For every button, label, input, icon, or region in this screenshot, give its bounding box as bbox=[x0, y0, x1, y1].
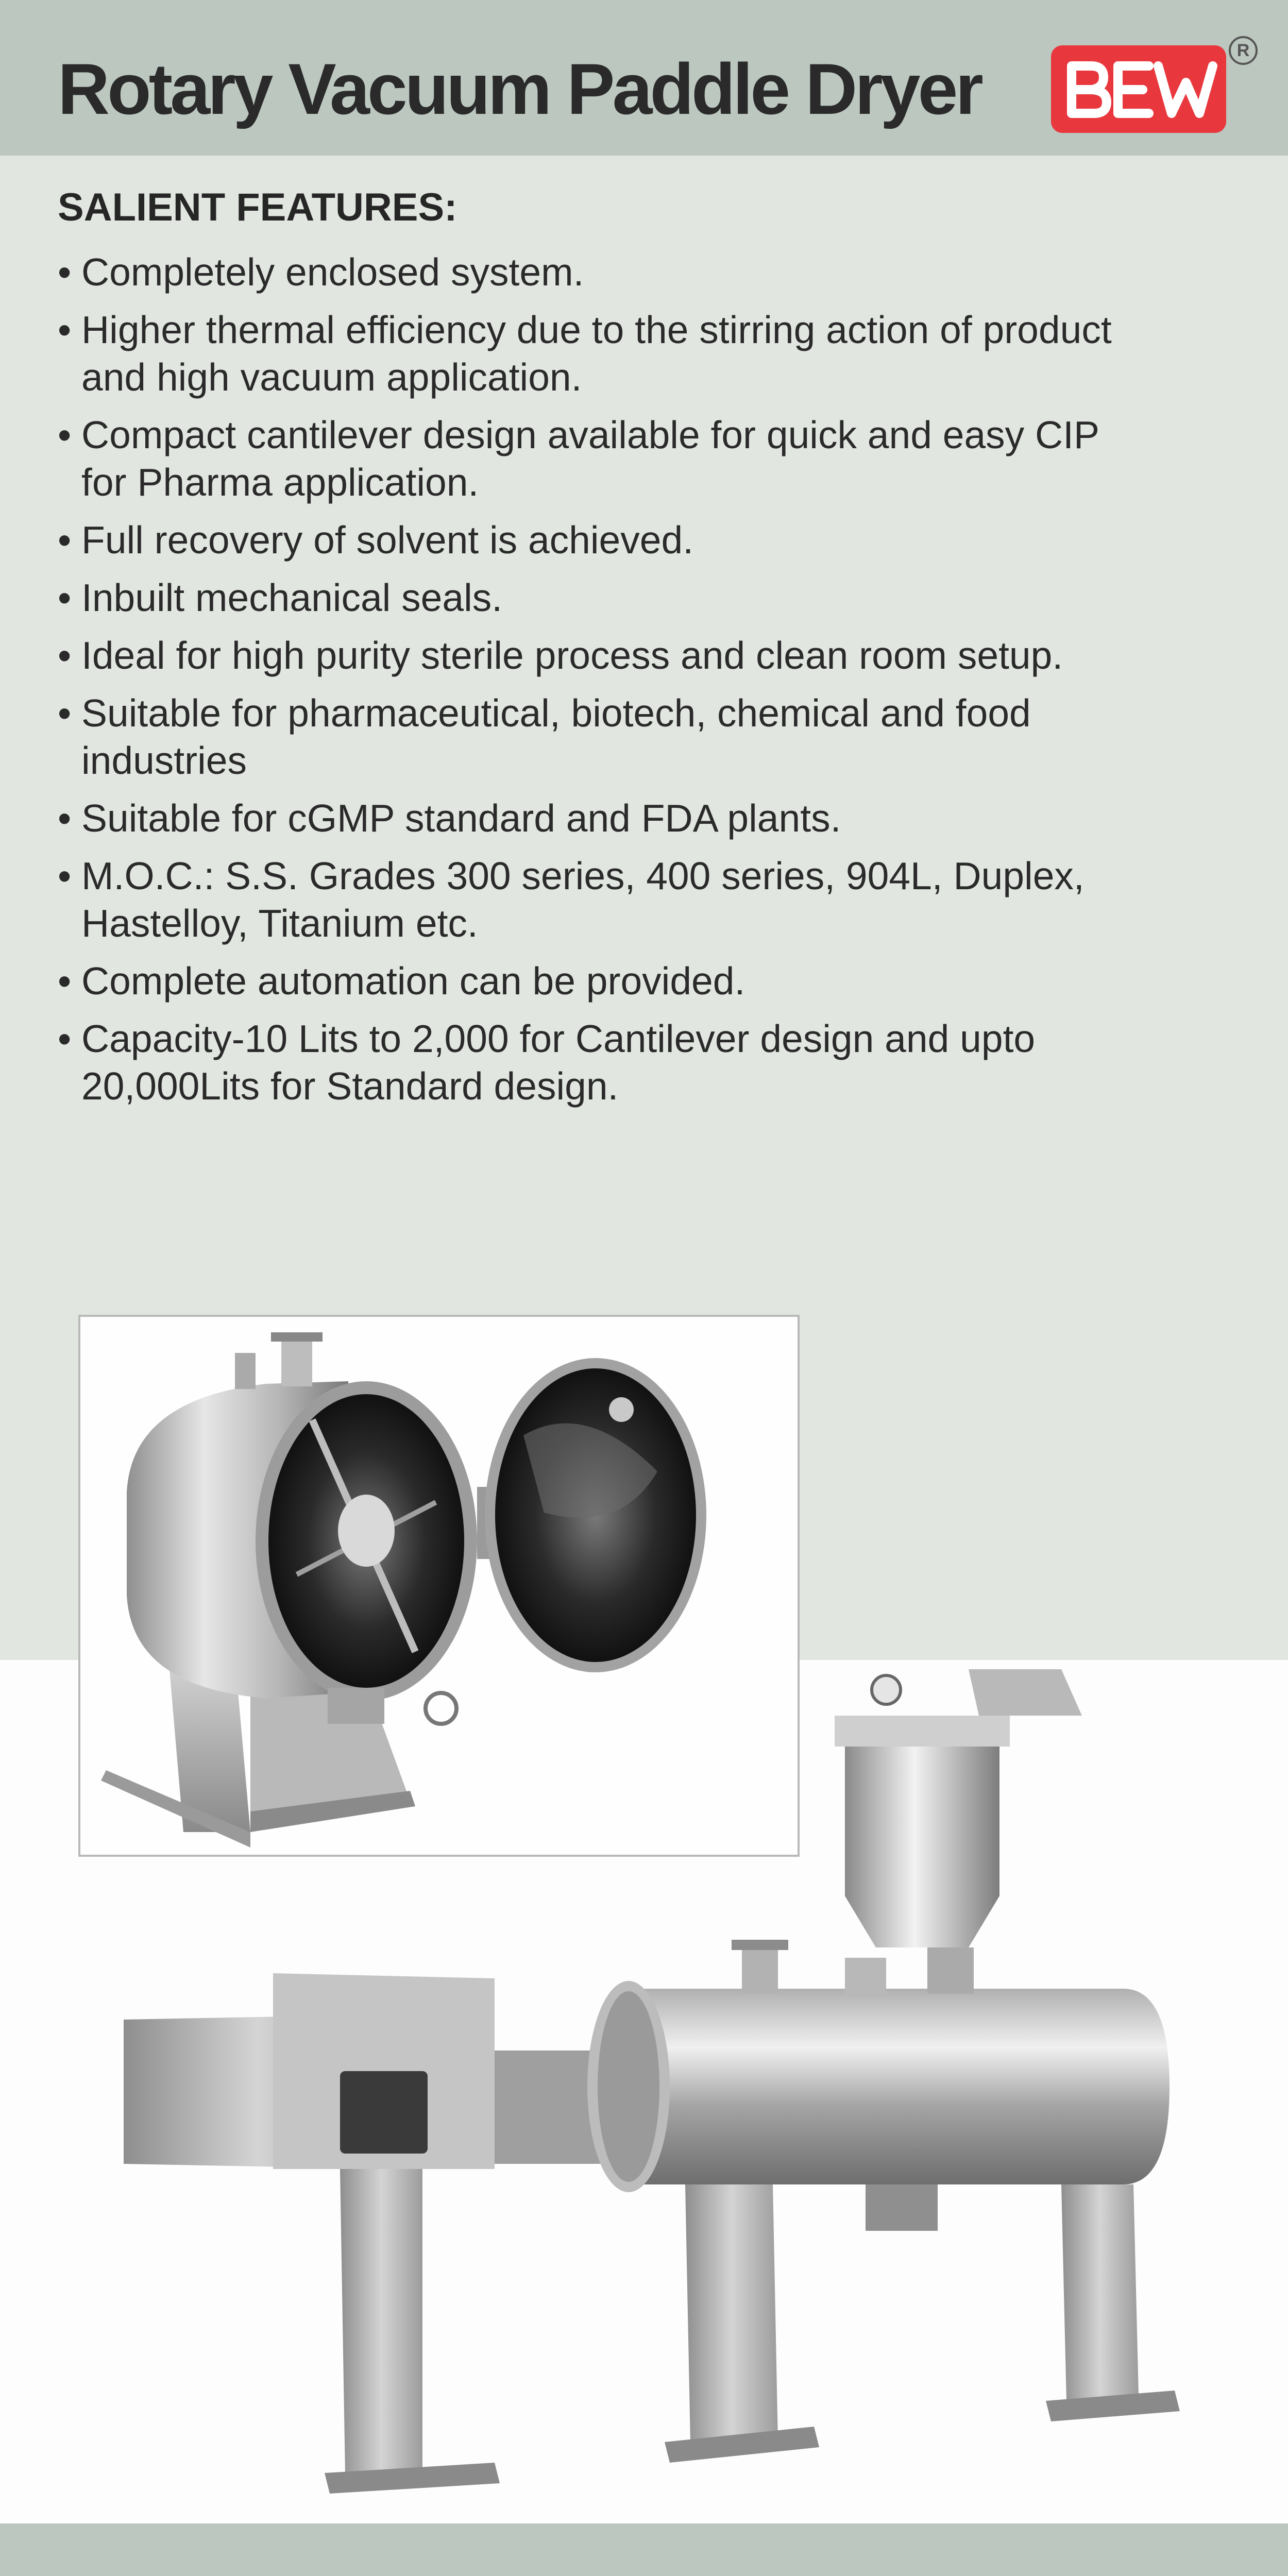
registered-mark: R bbox=[1229, 36, 1258, 65]
page-title: Rotary Vacuum Paddle Dryer bbox=[58, 48, 981, 129]
feature-item: • Suitable for cGMP standard and FDA plants. bbox=[58, 794, 1243, 842]
salient-features bbox=[58, 185, 1243, 1120]
bullet-icon: • bbox=[58, 576, 72, 619]
dryer-cantilever-photo bbox=[103, 1659, 1216, 2509]
header-band bbox=[0, 0, 1288, 156]
bew-logo bbox=[1051, 45, 1226, 133]
bullet-icon: • bbox=[58, 1017, 72, 1060]
bullet-icon: • bbox=[58, 854, 72, 897]
bullet-icon: • bbox=[58, 413, 72, 456]
bullet-icon: • bbox=[58, 634, 72, 677]
bullet-icon: • bbox=[58, 308, 72, 351]
bullet-icon: • bbox=[58, 796, 72, 840]
bullet-icon: • bbox=[58, 959, 72, 1003]
feature-item: • Inbuilt mechanical seals. bbox=[58, 574, 1243, 621]
feature-item: • Full recovery of solvent is achieved. bbox=[58, 516, 1243, 564]
bullet-icon: • bbox=[58, 518, 72, 562]
feature-item: • M.O.C.: S.S. Grades 300 series, 400 series, 904L, Duplex, Hastelloy, Titanium etc. bbox=[58, 852, 1243, 947]
features-list bbox=[58, 248, 1243, 1110]
feature-item: • Capacity-10 Lits to 2,000 for Cantilever design and upto 20,000Lits for Standard design. bbox=[58, 1015, 1243, 1110]
feature-item: • Higher thermal efficiency due to the stirring action of product and high vacuum application. bbox=[58, 306, 1243, 401]
feature-item: • Compact cantilever design available for quick and easy CIP for Pharma application. bbox=[58, 411, 1243, 506]
features-heading: SALIENT FEATURES: bbox=[58, 185, 457, 229]
footer-band bbox=[0, 2523, 1288, 2576]
bullet-icon: • bbox=[58, 250, 72, 294]
bullet-icon: • bbox=[58, 691, 72, 735]
feature-item: • Completely enclosed system. bbox=[58, 248, 1243, 296]
feature-item: • Ideal for high purity sterile process and clean room setup. bbox=[58, 632, 1243, 679]
feature-item: • Suitable for pharmaceutical, biotech, chemical and food industries bbox=[58, 689, 1243, 784]
feature-item: • Complete automation can be provided. bbox=[58, 957, 1243, 1005]
